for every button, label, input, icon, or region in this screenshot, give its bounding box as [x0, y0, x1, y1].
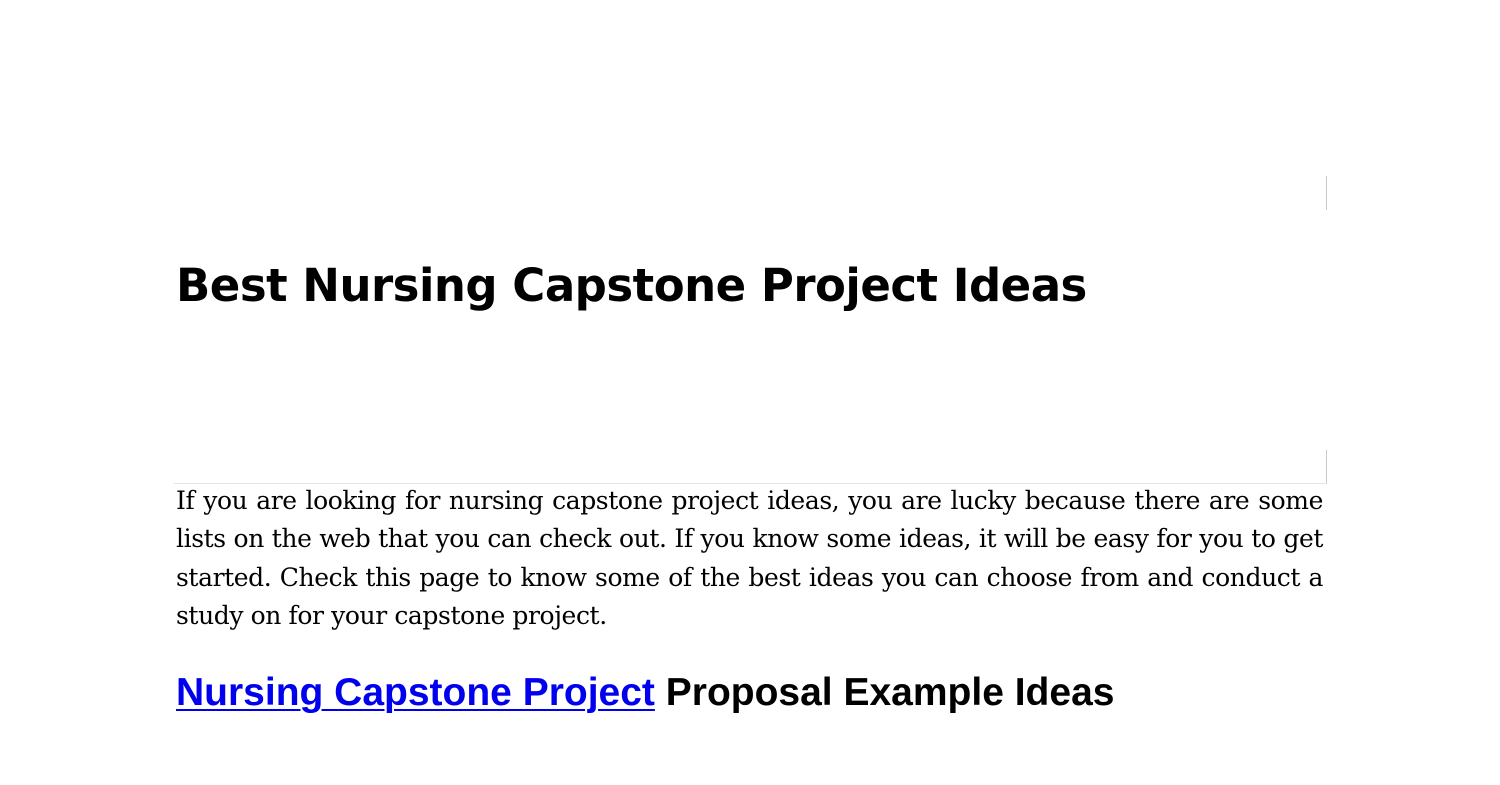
section-heading [176, 668, 1114, 718]
page-margin-marker-middle [1326, 450, 1327, 484]
nursing-capstone-project-link[interactable]: Nursing Capstone Project [176, 671, 655, 714]
intro-paragraph: If you are looking for nursing capstone project ideas, you are lucky because there are some lists on the web that you can check out. If you know some ideas, it will be easy for you to get started. Check this page to know some of the best ideas you can choose from and conduct a study on for your capstone project. [176, 486, 1323, 630]
document-title: Best Nursing Capstone Project Ideas [176, 259, 1087, 312]
clipped-next-line [176, 772, 976, 785]
section-heading-rest: Proposal Example Ideas [654, 671, 1115, 714]
page-margin-marker-top [1326, 176, 1327, 210]
